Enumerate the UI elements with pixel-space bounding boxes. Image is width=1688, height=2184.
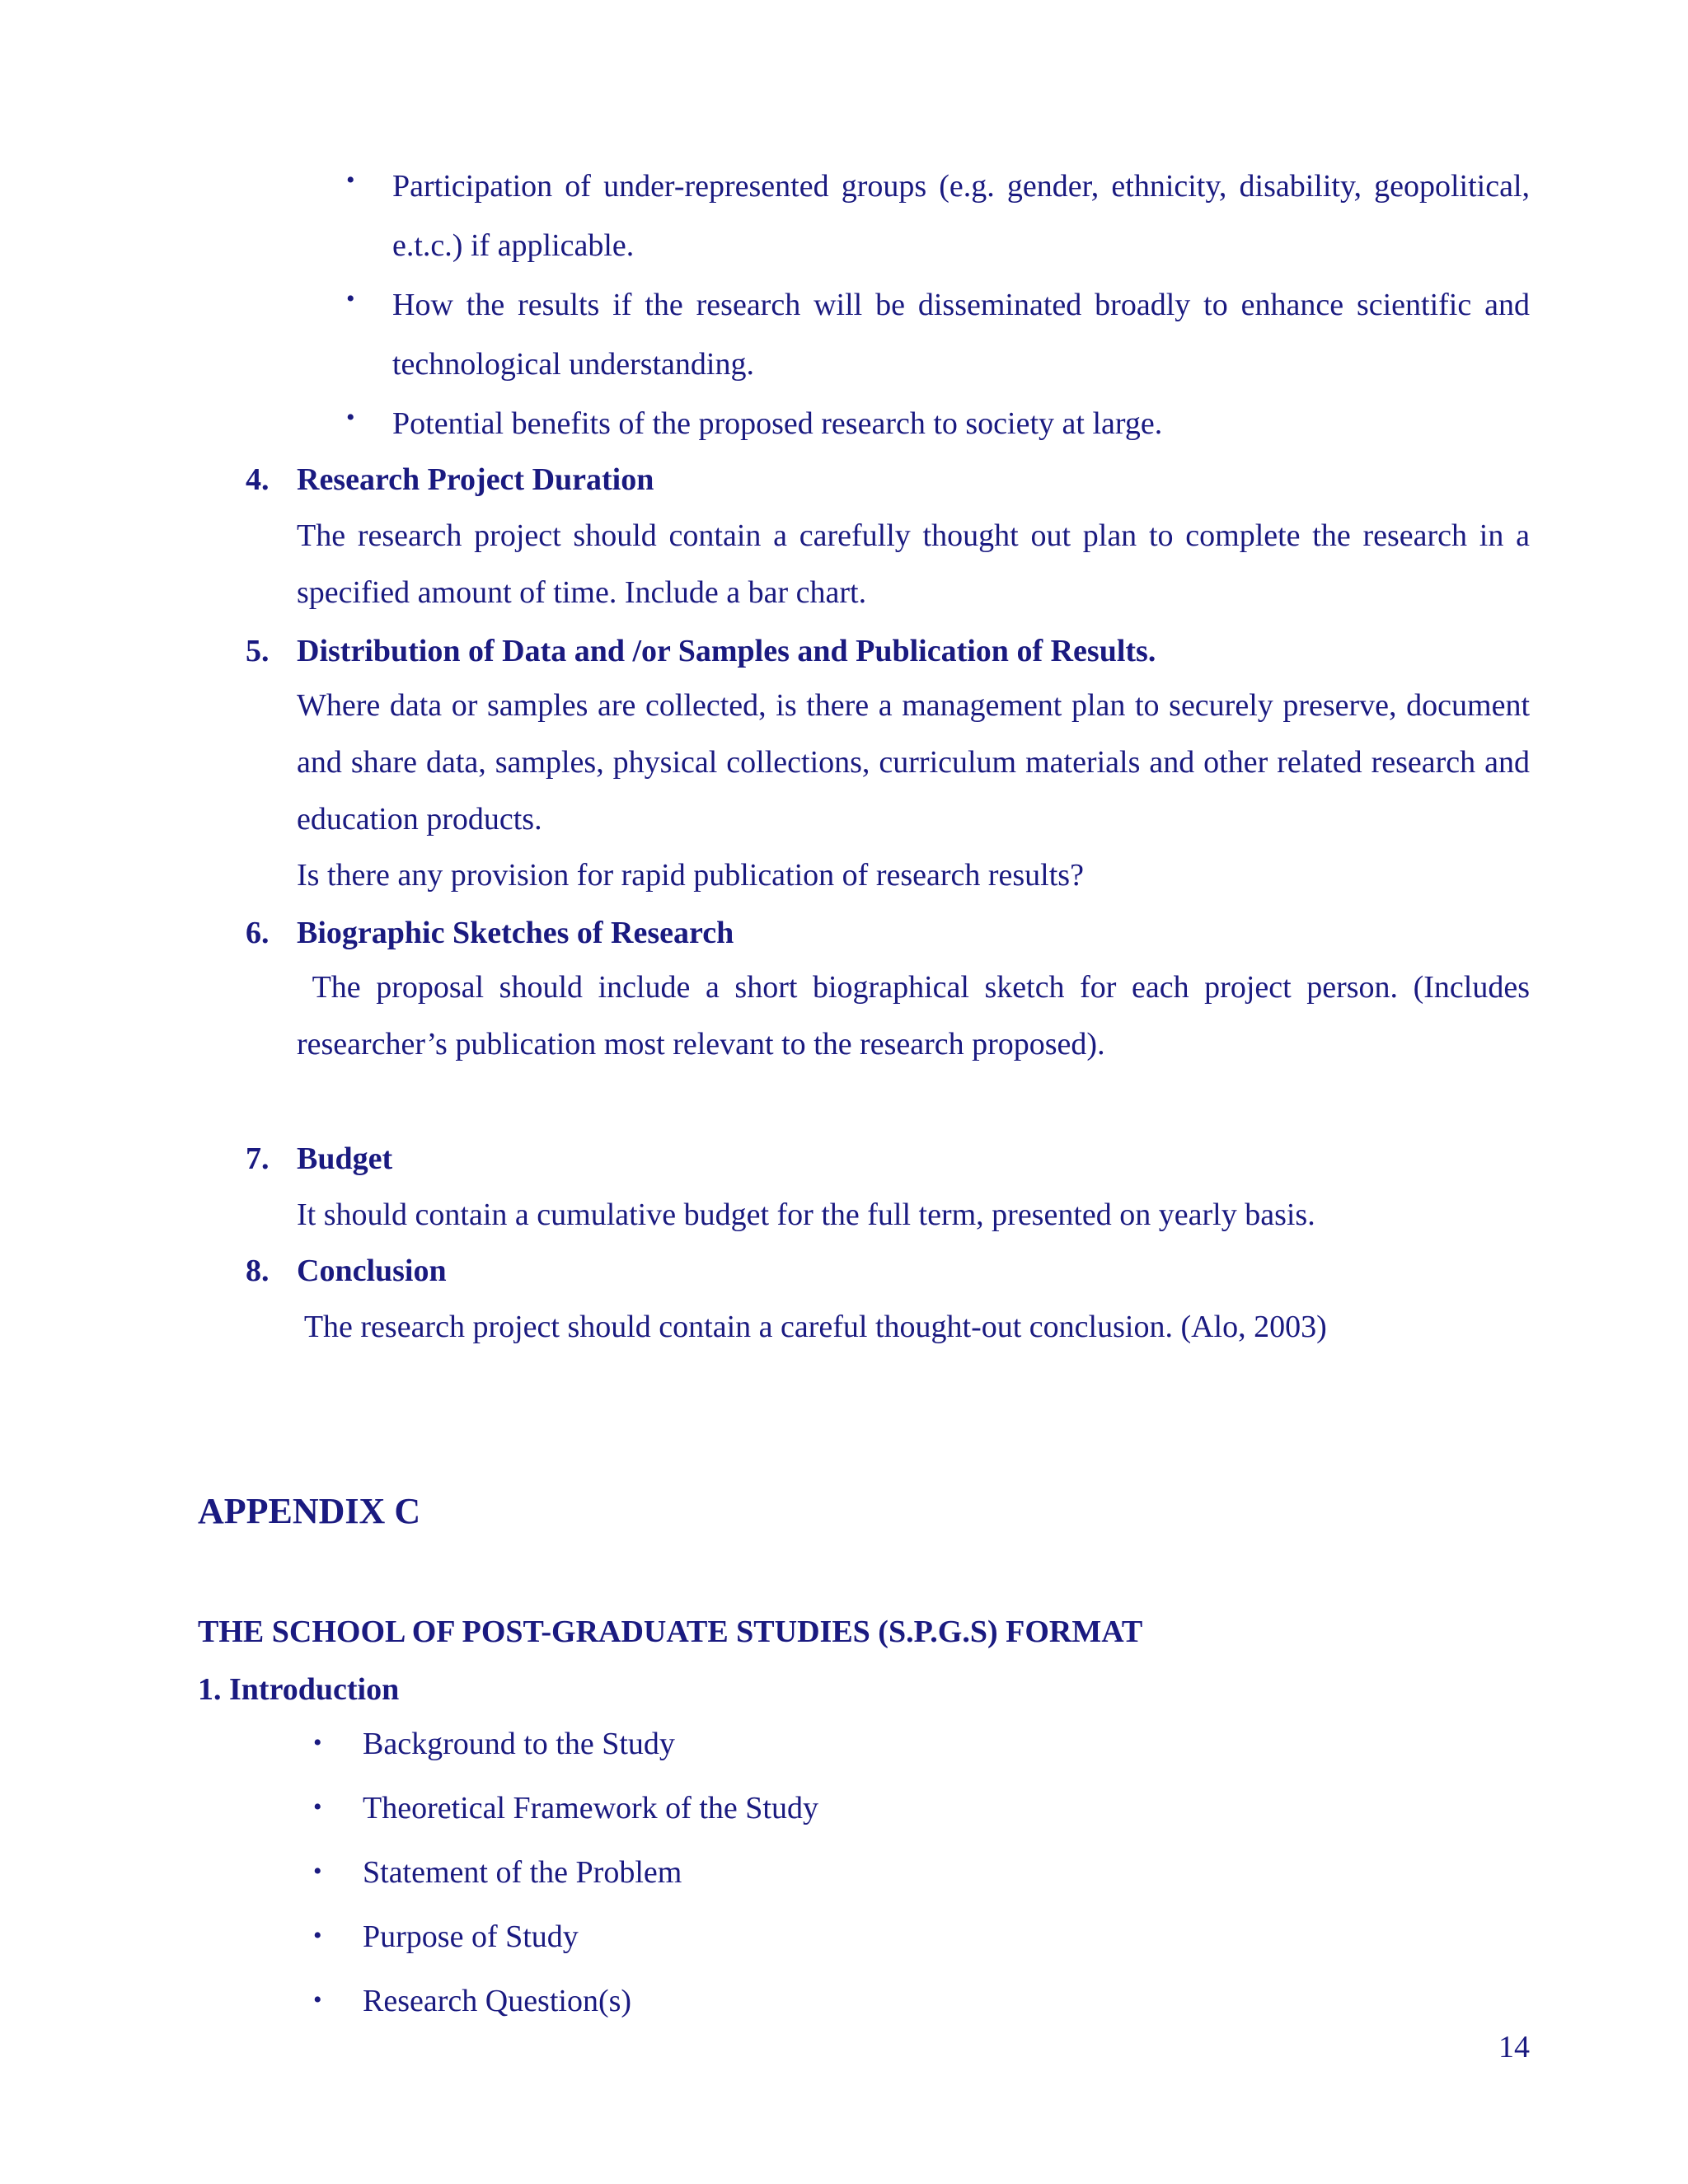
section-number: 5. <box>246 634 270 668</box>
section-heading: Budget <box>297 1141 393 1176</box>
appendix-title: APPENDIX C <box>198 1491 421 1531</box>
section-number: 8. <box>246 1254 270 1288</box>
list-item: • How the results if the research will be disseminated broadly to enhance scientific and technological understanding. <box>346 275 1530 394</box>
page-number: 14 <box>1498 2030 1530 2064</box>
section-paragraph: The research project should contain a careful thought-out conclusion. (Alo, 2003) <box>297 1310 1327 1344</box>
list-item: • Purpose of Study <box>313 1919 579 1954</box>
section-number: 4. <box>246 462 270 497</box>
section-paragraph: Is there any provision for rapid publication of research results? <box>297 858 1084 893</box>
list-item: • Research Question(s) <box>313 1984 632 2018</box>
list-item-text: Participation of under-represented groups (e.g. gender, ethnicity, disability, geopolitical, e.t.c.) if applicable. <box>392 169 1530 263</box>
section-paragraph: It should contain a cumulative budget for the full term, presented on yearly basis. <box>297 1197 1315 1232</box>
section-heading: Research Project Duration <box>297 462 654 497</box>
appendix-subtitle: THE SCHOOL OF POST-GRADUATE STUDIES (S.P.G.S) FORMAT <box>198 1615 1143 1649</box>
intro-heading: 1. Introduction <box>198 1672 400 1707</box>
list-item-text: Purpose of Study <box>363 1919 579 1954</box>
section-heading: Distribution of Data and /or Samples and Publication of Results. <box>297 634 1156 668</box>
list-item: • Potential benefits of the proposed research to society at large. <box>346 394 1530 453</box>
list-item-text: Theoretical Framework of the Study <box>363 1791 818 1825</box>
section-paragraph: The research project should contain a carefully thought out plan to complete the research in a specified amount of time. Include a bar chart. <box>297 518 1530 610</box>
list-item-text: How the results if the research will be disseminated broadly to enhance scientific and technological understanding. <box>392 288 1530 382</box>
list-item: • Participation of under-represented groups (e.g. gender, ethnicity, disability, geopolitical, e.t.c.) if applicable. <box>346 157 1530 275</box>
list-item: • Theoretical Framework of the Study <box>313 1791 818 1825</box>
section-paragraph: The proposal should include a short biographical sketch for each project person. (Includes researcher’s publication most relevant to the research proposed). <box>297 970 1538 1062</box>
section-paragraph: Where data or samples are collected, is there a management plan to securely preserve, document and share data, samples, physical collections, curriculum materials and other related research and education products. <box>297 688 1530 837</box>
list-item-text: Background to the Study <box>363 1727 675 1761</box>
list-item: • Background to the Study <box>313 1727 675 1761</box>
list-item-text: Statement of the Problem <box>363 1855 682 1890</box>
section-heading: Conclusion <box>297 1254 447 1288</box>
section-number: 7. <box>246 1141 270 1176</box>
section-heading: Biographic Sketches of Research <box>297 916 734 950</box>
list-item: • Statement of the Problem <box>313 1855 682 1890</box>
section-number: 6. <box>246 916 270 950</box>
list-item-text: Potential benefits of the proposed research to society at large. <box>392 406 1163 441</box>
list-item-text: Research Question(s) <box>363 1984 632 2018</box>
